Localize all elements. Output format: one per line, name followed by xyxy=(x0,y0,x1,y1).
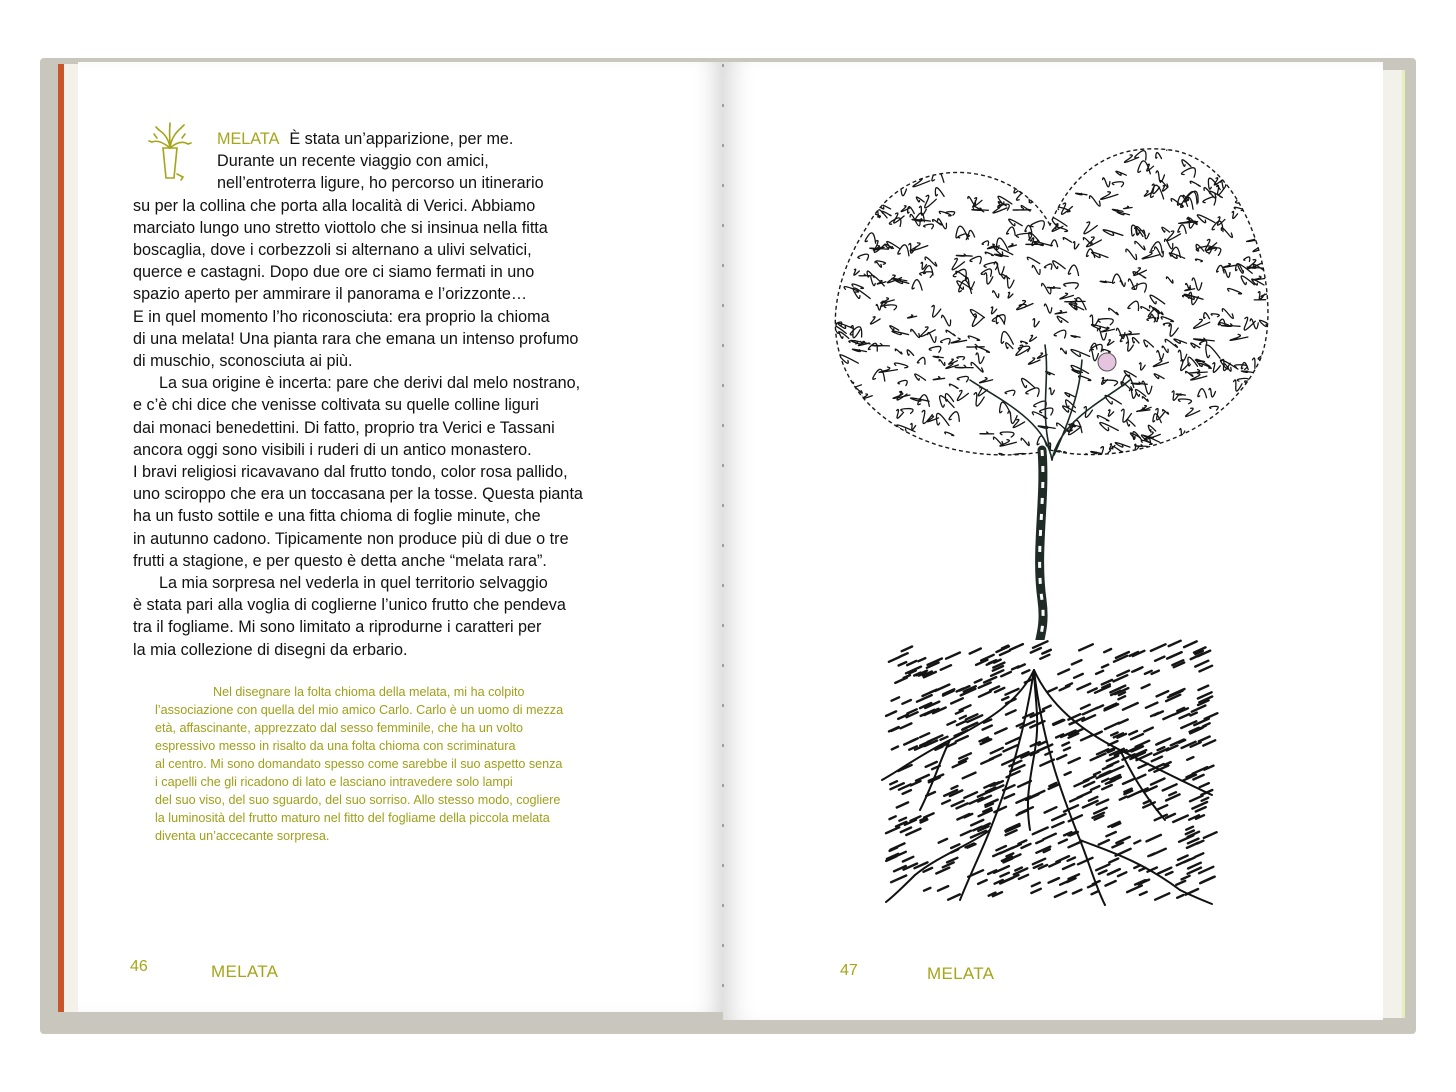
text-line: spazio aperto per ammirare il panorama e l’orizzonte… xyxy=(133,285,528,304)
leaf-mark xyxy=(946,144,958,156)
leaf-mark xyxy=(1210,145,1222,157)
note-line: al centro. Mi sono domandato spesso come sarebbe il suo aspetto senza xyxy=(155,757,563,771)
leaf-mark xyxy=(862,461,873,471)
leaf-mark xyxy=(862,412,872,419)
leaf-mark xyxy=(1233,402,1243,410)
leaf-mark xyxy=(1231,170,1245,175)
leaf-mark xyxy=(833,207,839,213)
leaf-mark xyxy=(1264,357,1272,367)
side-note xyxy=(155,683,611,845)
leaf-mark xyxy=(883,179,896,183)
text-line: su per la collina che porta alla località di Verici. Abbiamo xyxy=(133,196,536,215)
leaf-mark xyxy=(824,379,837,384)
leaf-mark xyxy=(1239,418,1255,430)
running-title-left: MELATA xyxy=(211,962,279,981)
leaf-mark xyxy=(1022,177,1031,187)
leaf-mark xyxy=(1214,153,1223,159)
leaf-mark xyxy=(1262,206,1268,214)
leaf-mark xyxy=(857,135,871,143)
note-line: diventa un’accecante sorpresa. xyxy=(155,829,330,843)
text-line: querce e castagni. Dopo due ore ci siamo fermati in uno xyxy=(133,263,535,282)
note-line: Nel disegnare la folta chioma della melata, mi ha colpito xyxy=(213,685,525,699)
leaf-mark xyxy=(1197,449,1211,451)
leaf-mark xyxy=(831,376,851,384)
leaf-mark xyxy=(1009,458,1023,467)
leaf-mark xyxy=(885,429,901,439)
text-line: È stata un’apparizione, per me. xyxy=(289,130,514,148)
leaf-mark xyxy=(1220,427,1228,435)
leaf-mark xyxy=(1184,464,1196,468)
leaf-mark xyxy=(854,153,861,156)
leaf-mark xyxy=(1010,170,1018,177)
leaf-mark xyxy=(1048,150,1055,156)
leaf-mark xyxy=(1081,462,1086,468)
leaf-mark xyxy=(884,431,894,440)
leaf-mark xyxy=(1104,143,1118,148)
text-line: la mia collezione di disegni da erbario. xyxy=(133,640,408,659)
fruit xyxy=(1098,353,1116,371)
leaf-mark xyxy=(831,190,838,196)
leaf-mark xyxy=(865,171,872,174)
text-line: ha un fusto sottile e una fitta chioma di foglie minute, che xyxy=(133,507,541,526)
leaf-mark xyxy=(839,414,848,419)
leaf-mark xyxy=(935,454,947,464)
leaf-mark xyxy=(1256,189,1267,193)
leaf-mark xyxy=(1235,403,1242,408)
page-edges-right xyxy=(1380,70,1405,1018)
note-line: i capelli che gli ricadono di lato e lasciano intravedere solo lampi xyxy=(155,775,513,789)
leaf-mark xyxy=(838,391,850,402)
note-line: età, affascinante, apprezzato dal sesso femminile, che ha un volto xyxy=(155,721,524,735)
leaf-mark xyxy=(1238,140,1245,143)
leaf-mark xyxy=(905,149,913,157)
leaf-mark xyxy=(1237,141,1251,149)
leaf-mark xyxy=(892,438,902,442)
leaf-mark xyxy=(1028,163,1036,173)
leaf-mark xyxy=(1027,171,1036,174)
leaf-mark xyxy=(1184,461,1191,467)
leaf-mark xyxy=(917,147,925,152)
text-line: boscaglia, dove i corbezzoli si alternano a ulivi selvatici, xyxy=(133,241,532,260)
text-line: e c’è chi dice che venisse coltivata su quelle colline liguri xyxy=(133,396,539,415)
leaf-mark xyxy=(1229,433,1238,442)
leaf-mark xyxy=(883,166,890,170)
text-line: ancora oggi sono visibili i ruderi di un antico monastero. xyxy=(133,440,532,459)
leaf-mark xyxy=(832,456,843,465)
leaf-mark xyxy=(845,195,854,206)
leaf-mark xyxy=(916,147,927,152)
text-line: in autunno cadono. Tipicamente non produce più di due o tre xyxy=(133,529,569,548)
leaf-mark xyxy=(855,143,867,150)
leaf-mark xyxy=(1134,457,1144,470)
leaf-mark xyxy=(1225,410,1233,415)
leaf-mark xyxy=(1247,154,1255,160)
leaf-mark xyxy=(1245,164,1255,167)
leaf-mark xyxy=(927,455,937,467)
text-line: La sua origine è incerta: pare che derivi dal melo nostrano, xyxy=(159,374,581,393)
leaf-mark xyxy=(836,410,846,422)
text-line: tra il fogliame. Mi sono limitato a riprodurne i caratteri per xyxy=(133,618,542,637)
leaf-mark xyxy=(1039,166,1053,170)
tree-illustration xyxy=(820,130,1280,920)
leaf-mark xyxy=(1265,200,1276,210)
leaf-mark xyxy=(904,164,913,168)
leaf-mark xyxy=(875,197,886,200)
text-line: frutti a stagione, e per questo è detta anche “melata rara”. xyxy=(133,551,547,570)
leaf-mark xyxy=(1047,154,1053,160)
leaf-mark xyxy=(1214,424,1229,434)
paragraph-2 xyxy=(133,372,619,572)
leaf-mark xyxy=(1013,163,1019,169)
note-line: la luminosità del frutto maturo nel fitto del fogliame della piccola melata xyxy=(155,811,550,825)
leaf-mark xyxy=(825,440,836,445)
leaf-mark xyxy=(1105,139,1117,148)
leaf-mark xyxy=(886,441,895,450)
leaf-mark xyxy=(825,184,837,188)
leaf-mark xyxy=(1055,177,1063,182)
entry-keyword: MELATA xyxy=(217,130,280,148)
leaf-mark xyxy=(1258,418,1271,429)
leaf-mark xyxy=(1234,445,1243,451)
page-number-left: 46 xyxy=(130,958,148,975)
leaf-mark xyxy=(1084,155,1097,165)
text-line: La mia sorpresa nel vederla in quel territorio selvaggio xyxy=(159,574,548,593)
leaf-mark xyxy=(833,440,839,448)
leaf-mark xyxy=(1062,176,1076,184)
leaf-mark xyxy=(870,137,879,143)
leaf-mark xyxy=(1088,134,1097,143)
leaf-mark xyxy=(848,217,859,228)
leaf-mark xyxy=(1242,408,1251,410)
leaf-mark xyxy=(1257,221,1276,226)
leaf-mark xyxy=(1180,436,1191,441)
leaf-mark xyxy=(1258,419,1266,424)
leaf-mark xyxy=(1201,430,1207,437)
page-number-right: 47 xyxy=(840,962,858,979)
leaf-mark xyxy=(847,396,858,400)
note-line: del suo viso, del suo sguardo, del suo sorriso. Allo stesso modo, cogliere xyxy=(155,793,561,807)
leaf-mark xyxy=(987,165,994,173)
leaf-mark xyxy=(1231,139,1248,149)
leaf-mark xyxy=(1267,277,1276,288)
leaf-mark xyxy=(919,452,928,457)
leaf-mark xyxy=(959,167,966,170)
text-line: di una melata! Una pianta rara che emana un intenso profumo xyxy=(133,329,579,348)
leaf-mark xyxy=(1264,419,1271,421)
leaf-mark xyxy=(867,173,878,180)
leaf-mark xyxy=(1228,151,1236,160)
leaf-mark xyxy=(1250,146,1264,151)
leaf-mark xyxy=(873,189,883,192)
leaf-mark xyxy=(1260,211,1276,215)
body-text xyxy=(133,128,619,661)
leaf-mark xyxy=(953,163,965,168)
leaf-mark xyxy=(1208,441,1217,451)
leaf-mark xyxy=(926,140,932,146)
leaf-mark xyxy=(849,421,861,429)
leaf-mark xyxy=(1023,151,1039,154)
leaf-mark xyxy=(1261,246,1268,252)
leaf-mark xyxy=(1043,180,1053,181)
leaf-mark xyxy=(984,461,996,471)
text-line: I bravi religiosi ricavavano dal frutto tondo, color rosa pallido, xyxy=(133,463,568,482)
leaf-mark xyxy=(862,176,871,180)
text-line: E in quel momento l’ho riconosciuta: era proprio la chioma xyxy=(133,307,550,326)
leaf-mark xyxy=(864,172,874,180)
leaf-mark xyxy=(834,214,846,220)
text-line: Durante un recente viaggio con amici, xyxy=(217,152,489,171)
note-line: l’associazione con quella del mio amico Carlo. Carlo è un uomo di mezza xyxy=(155,703,564,717)
text-line: uno sciroppo che era un toccasana per la tosse. Questa pianta xyxy=(133,485,583,504)
leaf-mark xyxy=(1252,402,1265,407)
leaf-mark xyxy=(1263,404,1270,407)
leaf-mark xyxy=(845,158,856,169)
text-line: marciato lungo uno stretto viottolo che si insinua nella fitta xyxy=(133,218,548,237)
leaf-mark xyxy=(1249,152,1254,159)
leaf-mark xyxy=(829,308,835,313)
text-line: è stata pari alla voglia di coglierne l’unico frutto che pendeva xyxy=(133,596,566,615)
paragraph-3 xyxy=(133,572,619,661)
text-line: dai monaci benedettini. Di fatto, proprio tra Verici e Tassani xyxy=(133,418,555,437)
leaf-mark xyxy=(1196,144,1207,154)
leaf-mark xyxy=(1039,144,1049,154)
leaf-mark xyxy=(885,156,890,162)
leaf-mark xyxy=(1217,433,1229,445)
leaf-mark xyxy=(1163,449,1177,454)
leaf-mark xyxy=(1048,149,1057,158)
leaf-mark xyxy=(1156,448,1168,452)
leaf-mark xyxy=(1030,163,1043,169)
leaf-mark xyxy=(1099,454,1109,467)
leaf-mark xyxy=(896,150,905,160)
binding-stitches xyxy=(722,64,724,1014)
leaf-mark xyxy=(844,407,856,419)
leaf-mark xyxy=(1260,395,1274,400)
text-line: nell’entroterra ligure, ho percorso un itinerario xyxy=(217,174,544,193)
potted-plant-icon xyxy=(133,122,217,188)
leaf-mark xyxy=(1259,174,1271,179)
leaf-mark xyxy=(1094,149,1108,154)
running-title-right: MELATA xyxy=(927,964,995,983)
leaf-mark xyxy=(1168,449,1180,457)
leaf-mark xyxy=(912,458,922,464)
leaf-mark xyxy=(1191,439,1204,447)
tree-crown xyxy=(824,134,1277,471)
leaf-mark xyxy=(1053,179,1062,182)
leaf-mark xyxy=(886,163,898,173)
leaf-mark xyxy=(844,389,857,391)
text-line: di muschio, sconosciuta ai più. xyxy=(133,352,353,371)
leaf-mark xyxy=(1192,445,1199,450)
leaf-mark xyxy=(871,152,888,159)
leaf-mark xyxy=(1081,462,1092,470)
leaf-mark xyxy=(1168,455,1181,460)
note-line: espressivo messo in risalto da una folta chioma con scriminatura xyxy=(155,739,516,753)
leaf-mark xyxy=(844,217,854,221)
leaf-mark xyxy=(1042,155,1049,160)
leaf-mark xyxy=(870,442,880,453)
leaf-mark xyxy=(893,457,898,464)
leaf-mark xyxy=(1230,468,1246,471)
leaf-mark xyxy=(1250,432,1263,440)
leaf-mark xyxy=(839,247,847,257)
leaf-mark xyxy=(1256,165,1262,171)
